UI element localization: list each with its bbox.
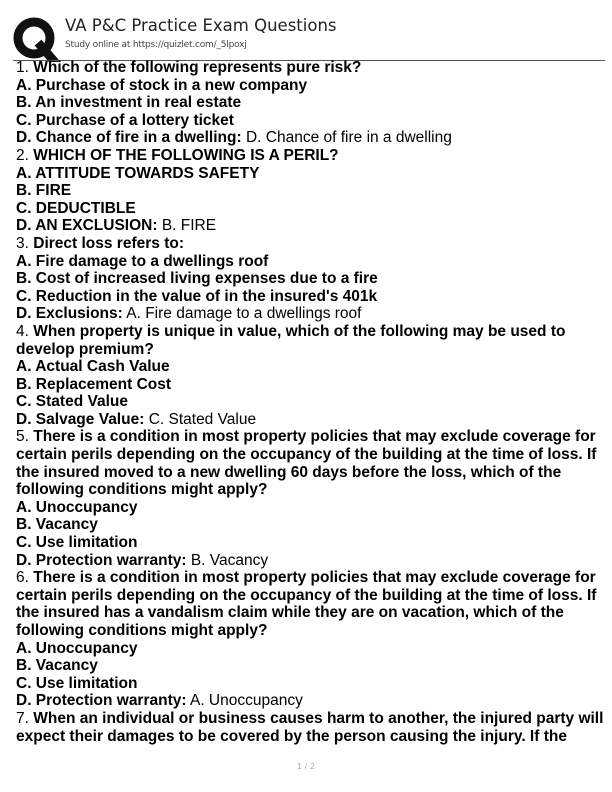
question-3 <box>16 235 606 253</box>
question-text: Which of the following represents pure risk? <box>33 59 362 76</box>
answer-text: A. Unoccupancy <box>189 692 303 710</box>
quizlet-logo-icon <box>13 16 59 62</box>
option-a: A. Unoccupancy <box>16 639 138 657</box>
question-number: 2. <box>16 146 29 164</box>
question-number: 7. <box>16 709 29 727</box>
option-c: C. Use limitation <box>16 674 138 692</box>
answer-text: B. FIRE <box>161 217 217 235</box>
answer-text: B. Vacancy <box>190 551 269 569</box>
option-b: B. Cost of increased living expenses due to a fire <box>16 270 378 288</box>
option-d-with-answer <box>16 411 606 429</box>
option-c: C. Use limitation <box>16 534 138 552</box>
option-d: D. Chance of fire in a dwelling: <box>16 129 242 147</box>
option-b: B. Replacement Cost <box>16 375 172 393</box>
option-d-with-answer <box>16 552 606 570</box>
option-c: C. Reduction in the value of in the insured's 401k <box>16 287 378 305</box>
option-b: B. Vacancy <box>16 516 98 534</box>
question-text: WHICH OF THE FOLLOWING IS A PERIL? <box>33 146 339 164</box>
option-d: D. Protection warranty: <box>16 551 187 569</box>
answer-text: D. Chance of fire in a dwelling <box>245 129 452 147</box>
option-a: A. ATTITUDE TOWARDS SAFETY <box>16 164 260 182</box>
option-d-with-answer <box>16 129 606 147</box>
option-a: A. Unoccupancy <box>16 498 138 516</box>
option-b: B. An investment in real estate <box>16 94 242 112</box>
option-b: B. FIRE <box>16 182 72 200</box>
question-number: 4. <box>16 322 29 340</box>
page-number: 1 / 2 <box>297 762 315 771</box>
question-4 <box>16 323 606 358</box>
study-link-text: Study online at https://quizlet.com/_5lpoxj <box>65 40 247 50</box>
question-5 <box>16 428 606 498</box>
question-text: There is a condition in most property policies that may exclude coverage for certain perils depending on the occupancy of the building at the time of loss. If the insured has a vandalism claim while they are on vacation, which of the following conditions might apply? <box>16 569 597 639</box>
option-a: A. Fire damage to a dwellings roof <box>16 252 269 270</box>
answer-text: C. Stated Value <box>148 410 257 428</box>
question-text: Direct loss refers to: <box>33 234 184 252</box>
option-d-with-answer <box>16 692 606 710</box>
option-c: C. Purchase of a lottery ticket <box>16 111 234 129</box>
question-number: 1. <box>16 59 29 76</box>
question-2 <box>16 147 606 165</box>
question-number: 6. <box>16 569 29 587</box>
option-d-with-answer <box>16 305 606 323</box>
page-header <box>13 14 603 60</box>
option-c: C. DEDUCTIBLE <box>16 199 136 217</box>
option-a: A. Purchase of stock in a new company <box>16 76 308 94</box>
answer-text: A. Fire damage to a dwellings roof <box>126 305 362 323</box>
question-number: 3. <box>16 234 29 252</box>
question-7 <box>16 710 606 745</box>
question-list <box>16 59 606 745</box>
option-c: C. Stated Value <box>16 393 128 411</box>
document-title: VA P&C Practice Exam Questions <box>65 16 337 35</box>
question-1 <box>16 59 606 77</box>
option-a: A. Actual Cash Value <box>16 358 170 376</box>
question-6 <box>16 569 606 639</box>
option-d: D. AN EXCLUSION: <box>16 217 158 235</box>
option-d-with-answer <box>16 217 606 235</box>
question-number: 5. <box>16 428 29 446</box>
question-text: When property is unique in value, which of the following may be used to develop premium? <box>16 322 566 358</box>
option-d: D. Salvage Value: <box>16 410 145 428</box>
option-d: D. Protection warranty: <box>16 692 187 710</box>
option-b: B. Vacancy <box>16 657 98 675</box>
question-text: There is a condition in most property policies that may exclude coverage for certain perils depending on the occupancy of the building at the time of loss. If the insured moved to a new dwelling 60 days before the loss, which of the following conditions might apply? <box>16 428 597 499</box>
question-text: When an individual or business causes harm to another, the injured party will expect their damages to be covered by the person causing the injury. If the <box>16 709 604 745</box>
option-d: D. Exclusions: <box>16 305 123 323</box>
